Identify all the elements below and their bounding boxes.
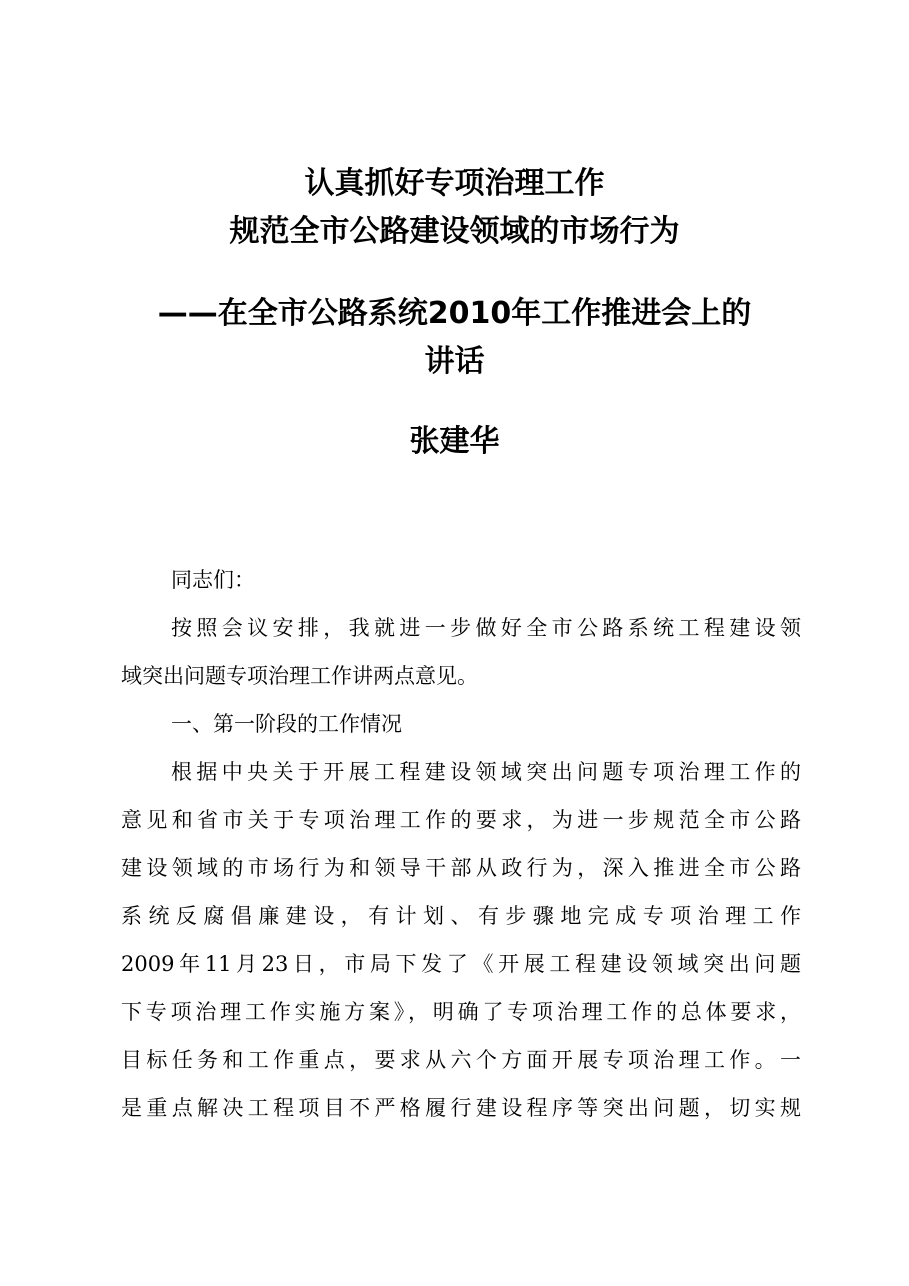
subtitle-line-1: ——在全市公路系统2010年工作推进会上的	[157, 296, 752, 331]
paragraph-line: 意见和省市关于专项治理工作的要求，为进一步规范全市公路	[121, 808, 801, 832]
paragraph-line: 建设领域的市场行为和领导干部从政行为，深入推进全市公路	[121, 856, 801, 880]
paragraph-line: 根据中央关于开展工程建设领域突出问题专项治理工作的	[171, 760, 801, 784]
section-heading: 一、第一阶段的工作情况	[171, 712, 402, 736]
paragraph-line: 是重点解决工程项目不严格履行建设程序等突出问题，切实规	[121, 1096, 801, 1120]
author-name: 张建华	[409, 424, 500, 459]
paragraph-line: 下专项治理工作实施方案》，明确了专项治理工作的总体要求，	[121, 1000, 801, 1024]
title-line-2: 规范全市公路建设领域的市场行为	[229, 214, 680, 249]
title-line-1: 认真抓好专项治理工作	[304, 166, 605, 201]
body-text	[121, 556, 801, 1132]
paragraph-line: 系统反腐倡廉建设，有计划、有步骤地完成专项治理工作	[121, 904, 801, 928]
paragraph-line: 域突出问题专项治理工作讲两点意见。	[121, 664, 478, 688]
paragraph-line: 按照会议安排，我就进一步做好全市公路系统工程建设领	[171, 616, 801, 640]
subtitle-line-2: 讲话	[424, 344, 485, 379]
salutation: 同志们：	[171, 568, 255, 592]
paragraph-line: 2009年11月23日，市局下发了《开展工程建设领域突出问题	[121, 952, 801, 976]
paragraph-line: 目标任务和工作重点，要求从六个方面开展专项治理工作。一	[121, 1048, 801, 1072]
